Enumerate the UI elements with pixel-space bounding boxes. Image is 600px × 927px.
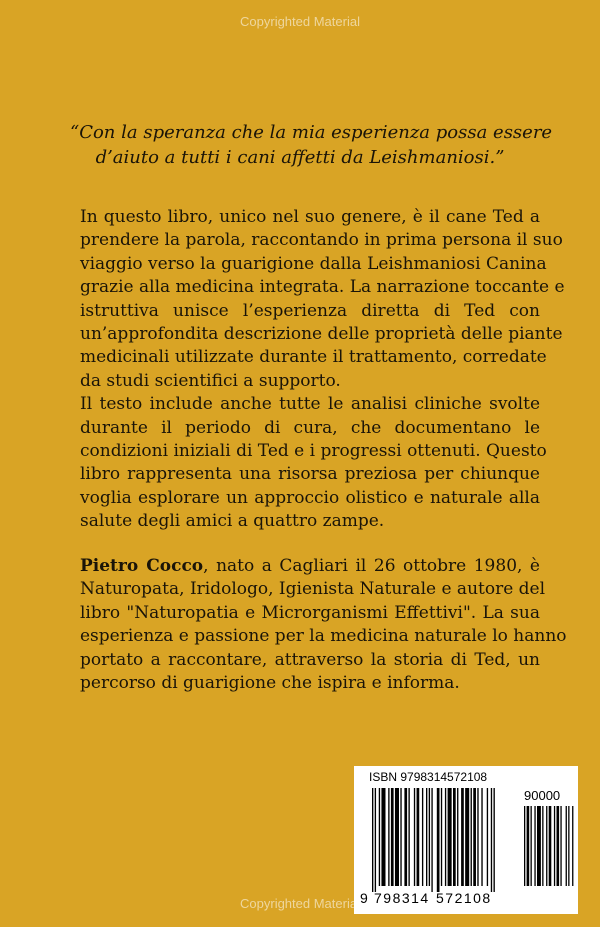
description-line: voglia esplorare un approccio olistico e naturale alla [80, 487, 540, 508]
isbn-barcode [354, 766, 578, 914]
description-line: prendere la parola, raccontando in prima persona il suo [80, 230, 563, 251]
description-line: da studi scientifici a supporto. [80, 370, 341, 391]
barcode-lead-digit: 9 [360, 890, 368, 906]
author-bio-line: esperienza e passione per la medicina naturale lo hanno [80, 626, 567, 647]
description-line: viaggio verso la guarigione dalla Leishmaniosi Canina [80, 253, 547, 274]
description-line: istruttiva unisce l’esperienza diretta di Ted con [80, 300, 540, 321]
author-bio-text: , nato a Cagliari il 26 ottobre 1980, è [203, 556, 540, 576]
quote-line: “Con la speranza che la mia esperienza possa essere [70, 122, 553, 143]
author-name: Pietro Cocco [80, 556, 204, 576]
price-code: 90000 [524, 788, 561, 803]
barcode-digits-left: 798314 [374, 890, 430, 906]
description-line: Il testo include anche tutte le analisi cliniche svolte [80, 394, 540, 415]
author-bio-line: percorso di guarigione che ispira e informa. [80, 673, 460, 694]
quote-line: d’aiuto a tutti i cani affetti da Leishmaniosi.” [95, 147, 505, 168]
author-bio [80, 555, 567, 695]
description-line: In questo libro, unico nel suo genere, è il cane Ted a [80, 207, 540, 227]
author-bio-line: Naturopata, Iridologo, Igienista Naturale e autore del [80, 579, 546, 600]
watermark-top: Copyrighted Material [240, 14, 360, 29]
description-line: durante il periodo di cura, che documentano le [80, 417, 540, 438]
book-description [80, 206, 565, 534]
barcode-digits-right: 572108 [436, 890, 492, 906]
description-line: un’approfondita descrizione delle proprietà delle piante [80, 324, 563, 345]
author-bio-line: portato a raccontare, attraverso la storia di Ted, un [80, 649, 540, 670]
author-bio-first-line [80, 555, 540, 578]
description-line: libro rappresenta una risorsa preziosa per chiunque [80, 464, 540, 485]
author-bio-line: libro "Naturopatia e Microrganismi Effettivi". La sua [80, 602, 540, 623]
description-line: medicinali utilizzate durante il trattamento, corredate [80, 347, 547, 368]
description-line: condizioni iniziali di Ted e i progressi ottenuti. Questo [80, 441, 547, 462]
description-line: salute degli amici a quattro zampe. [80, 511, 385, 532]
description-line: grazie alla medicina integrata. La narrazione toccante e [80, 277, 565, 298]
watermark-bottom: Copyrighted Material [240, 896, 360, 911]
epigraph-quote [70, 120, 553, 170]
isbn-label: ISBN 9798314572108 [369, 770, 488, 784]
